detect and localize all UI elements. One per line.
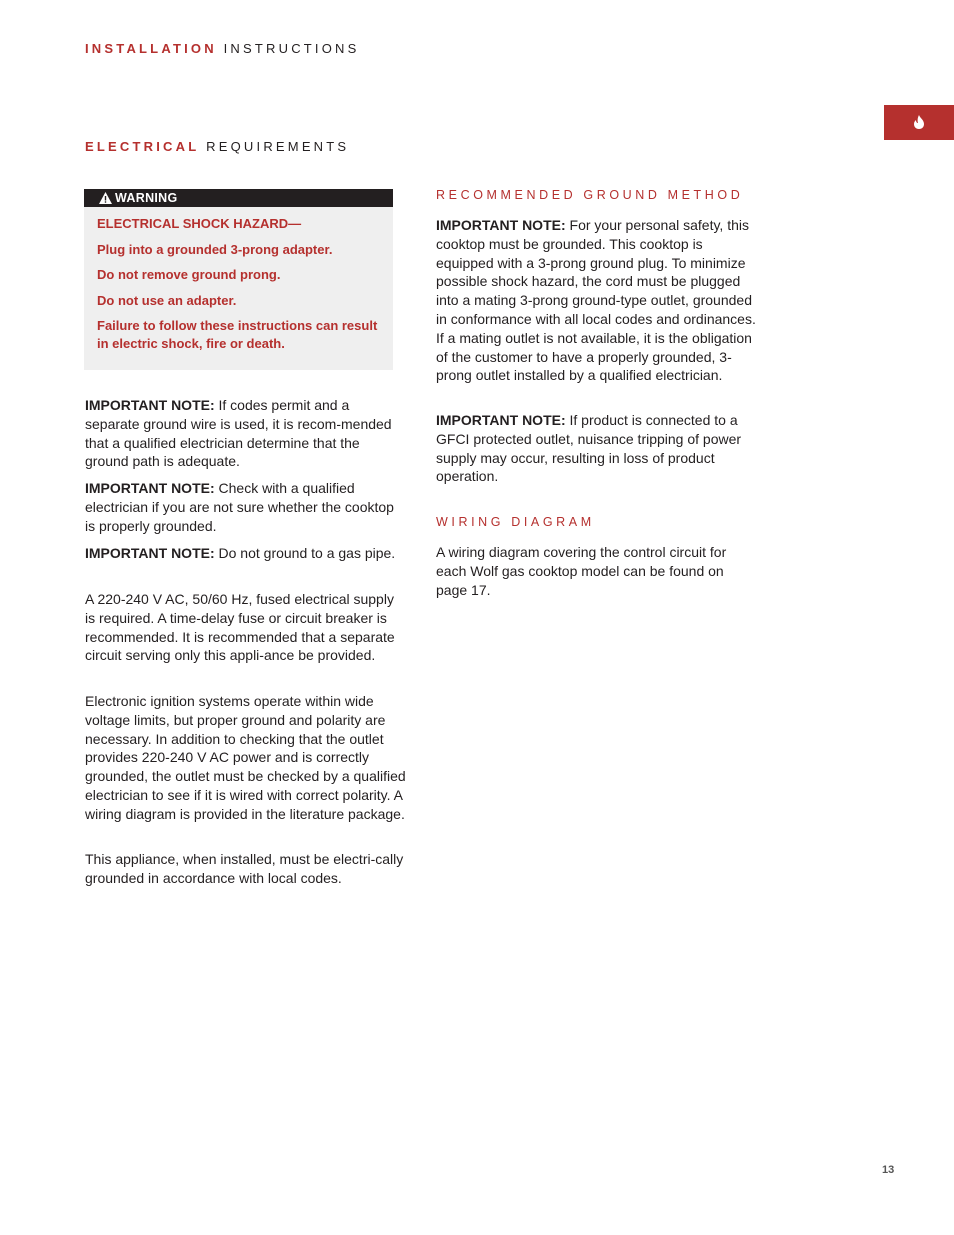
note-text: Do not ground to a gas pipe. [214,545,396,561]
warning-box [84,189,393,370]
warning-line: Failure to follow these instructions can result in electric shock, fire or death. [97,318,378,351]
page-number: 13 [882,1164,895,1176]
warning-bar [84,189,393,207]
warning-label: WARNING [115,191,178,205]
page-header [85,41,360,56]
header-light: INSTRUCTIONS [223,41,360,56]
note-label: IMPORTANT NOTE: [85,397,215,413]
warning-line: Do not use an adapter. [97,293,237,308]
note-text: For your personal safety, this cooktop must be grounded. This cooktop is equipped with a 3-prong ground plug. To minimize possible shock hazard, the cord must be plugged into a mating 3-prong ground-type outlet, grounded in conformance with all local codes and ordinances. If a mating outlet is not available, it is the obligation of the customer to have a properly grounded, 3-prong outlet installed by a qualified electrician. [436,217,756,384]
body-paragraph: A wiring diagram covering the control circuit for each Wolf gas cooktop model can be found on page 17. [436,544,727,598]
section-title [85,139,349,154]
section-title-light: REQUIREMENTS [206,139,350,154]
note-text: If codes permit and a separate ground wire is used, it is recom-mended that a qualified electrician determine that the ground path is adequate. [85,397,392,470]
note-label: IMPORTANT NOTE: [85,480,215,496]
flame-icon [913,115,925,129]
note-paragraph [85,544,407,563]
header-bold: INSTALLATION [85,41,217,56]
note-text: Check with a qualified electrician if you are not sure whether the cooktop is properly grounded. [85,480,394,534]
warning-line: ELECTRICAL SHOCK HAZARD— [97,216,302,231]
body-paragraph: Electronic ignition systems operate within wide voltage limits, but proper ground and polarity are necessary. In addition to checking that the outlet provides 220-240 V AC power and is correctly grounded, the outlet must be checked by a qualified electrician to see if it is wired with correct polarity. A wiring diagram is provided in the literature package. [85,693,406,822]
note-paragraph [436,216,758,385]
note-label: IMPORTANT NOTE: [436,412,566,428]
note-label: IMPORTANT NOTE: [85,545,215,561]
subheading-ground-method: RECOMMENDED GROUND METHOD [436,188,744,202]
warning-line: Plug into a grounded 3-prong adapter. [97,242,333,257]
section-tab [884,105,954,140]
body-paragraph: A 220-240 V AC, 50/60 Hz, fused electrical supply is required. A time-delay fuse or circuit breaker is recommended. It is recommended that a separate circuit serving only this appli-ance be provided. [85,591,395,664]
note-paragraph [436,411,758,486]
warning-triangle-icon [99,192,112,204]
subheading-wiring-diagram: WIRING DIAGRAM [436,515,595,529]
note-paragraph [85,396,407,471]
warning-line: Do not remove ground prong. [97,267,281,282]
note-label: IMPORTANT NOTE: [436,217,566,233]
note-paragraph [85,479,407,535]
body-paragraph: This appliance, when installed, must be electri-cally grounded in accordance with local codes. [85,851,404,886]
section-title-bold: ELECTRICAL [85,139,200,154]
note-text: If product is connected to a GFCI protected outlet, nuisance tripping of power supply may occur, resulting in loss of product operation. [436,412,742,485]
